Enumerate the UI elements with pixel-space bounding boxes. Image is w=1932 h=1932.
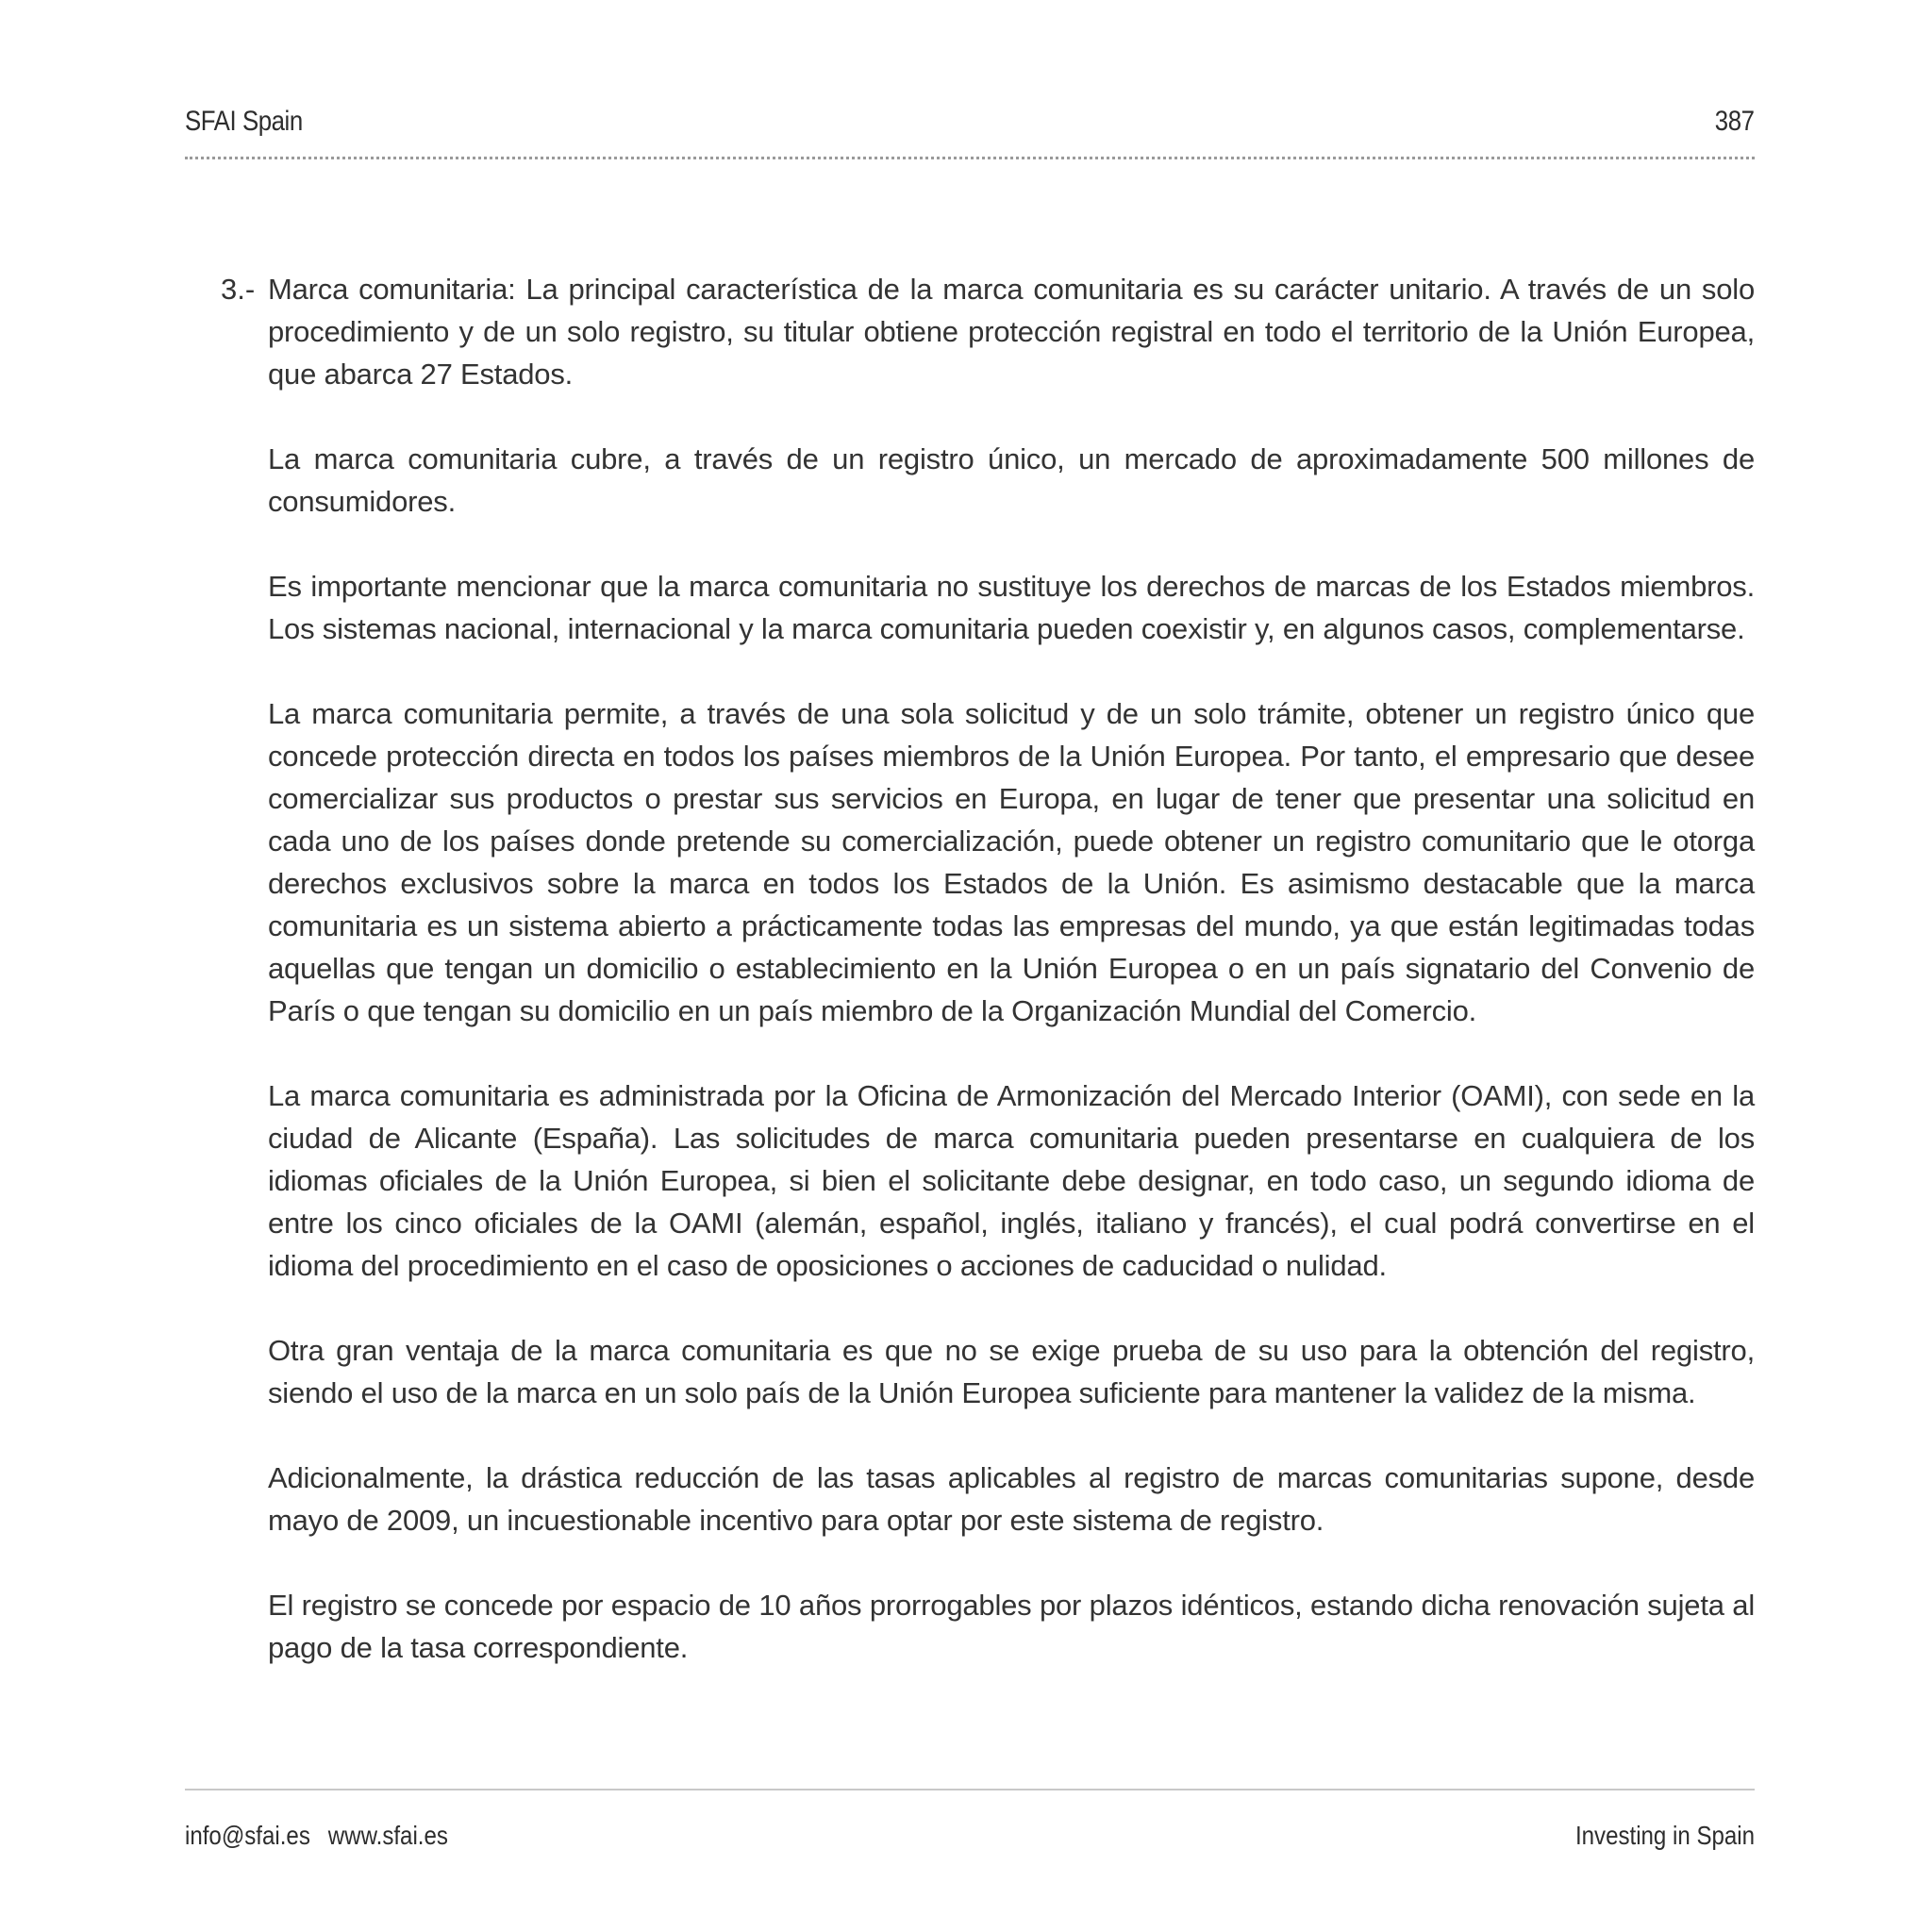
paragraph: Adicionalmente, la drástica reducción de las tasas aplicables al registro de marcas comunitarias supone, desde mayo de 2009, un incuestionable incentivo para optar por este sistema de registro. xyxy=(268,1461,1755,1537)
paragraph: Marca comunitaria: La principal característica de la marca comunitaria es su carácter unitario. A través de un solo procedimiento y de un solo registro, su titular obtiene protección registral en todo el territorio de la Unión Europea, que abarca 27 Estados. xyxy=(268,273,1755,391)
section-number: 3.- xyxy=(221,273,256,306)
footer-tagline: Investing in Spain xyxy=(1574,1821,1755,1850)
footer-divider xyxy=(185,1789,1755,1790)
page-header xyxy=(185,106,1755,143)
page-number: 387 xyxy=(1715,106,1755,137)
numbered-section xyxy=(185,268,1755,1669)
paragraph: Otra gran ventaja de la marca comunitaria es que no se exige prueba de su uso para la obtención del registro, siendo el uso de la marca en un solo país de la Unión Europea suficiente para mantener la validez de la misma. xyxy=(268,1334,1755,1409)
header-title: SFAI Spain xyxy=(185,106,303,137)
paragraph: El registro se concede por espacio de 10 años prorrogables por plazos idénticos, estando dicha renovación sujeta al pago de la tasa correspondiente. xyxy=(268,1589,1755,1664)
footer-email: info@sfai.es xyxy=(185,1821,310,1850)
page-footer xyxy=(185,1821,1755,1855)
paragraph: Es importante mencionar que la marca comunitaria no sustituye los derechos de marcas de los Estados miembros. Los sistemas nacional, internacional y la marca comunitaria pueden coexistir y, en algunos casos, complementarse. xyxy=(268,570,1755,645)
paragraph: La marca comunitaria cubre, a través de un registro único, un mercado de aproximadamente 500 millones de consumidores. xyxy=(268,442,1755,518)
paragraph: La marca comunitaria es administrada por la Oficina de Armonización del Mercado Interior (OAMI), con sede en la ciudad de Alicante (España). Las solicitudes de marca comunitaria pueden presentarse en cualquiera de los idiomas oficiales de la Unión Europea, si bien el solicitante debe designar, en todo caso, un segundo idioma de entre los cinco oficiales de la OAMI (alemán, español, inglés, italiano y francés), el cual podrá convertirse en el idioma del procedimiento en el caso de oposiciones o acciones de caducidad o nulidad. xyxy=(268,1079,1755,1282)
footer-website: www.sfai.es xyxy=(327,1821,448,1850)
footer-contact xyxy=(185,1821,448,1851)
header-divider xyxy=(185,157,1755,159)
main-content xyxy=(185,268,1755,1711)
paragraph: La marca comunitaria permite, a través de una sola solicitud y de un solo trámite, obtener un registro único que concede protección directa en todos los países miembros de la Unión Europea. Por tanto, el empresario que desee comercializar sus productos o prestar sus servicios en Europa, en lugar de tener que presentar una solicitud en cada uno de los países donde pretende su comercialización, puede obtener un registro comunitario que le otorga derechos exclusivos sobre la marca en todos los Estados de la Unión. Es asimismo destacable que la marca comunitaria es un sistema abierto a prácticamente todas las empresas del mundo, ya que están legitimadas todas aquellas que tengan un domicilio o establecimiento en la Unión Europea o en un país signatario del Convenio de París o que tengan su domicilio en un país miembro de la Organización Mundial del Comercio. xyxy=(268,697,1755,1027)
